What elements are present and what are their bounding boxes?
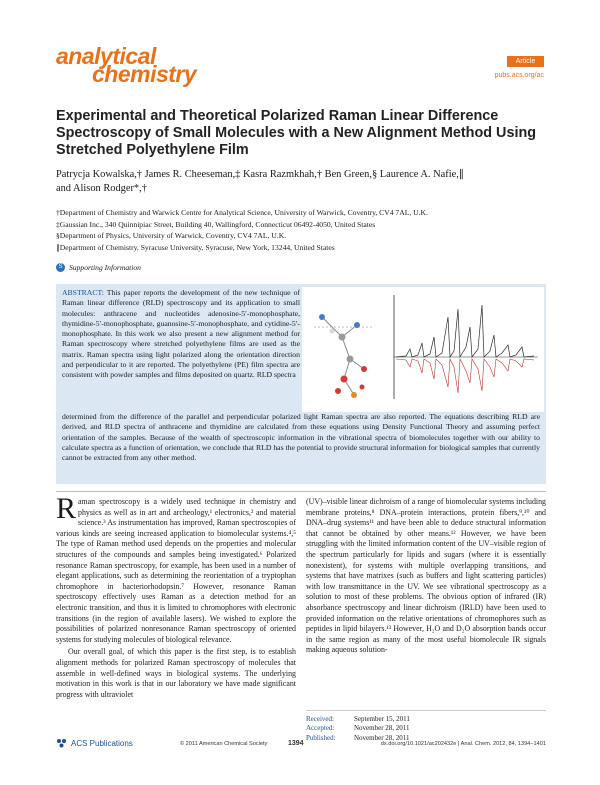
date-label: Accepted: [306,724,335,733]
journal-logo-line2: chemistry [92,61,197,87]
doi-citation[interactable]: dx.doi.org/10.1021/ac202432e | Anal. Chem. 2012, 84, 1394−1401 [380,741,546,747]
page-number: 1394 [288,740,304,747]
date-label: Published: [306,733,336,742]
body-paragraph-text: aman spectroscopy is a widely used technique in chemistry and physics as well as in art and archeology,¹ electronics,² and material science.³ As instrumentation has improved, Raman spectroscopies of various kinds are seeing increased application to biomolecular systems.⁴,⁵ The type of Raman method used depends on the properties and molecular structures of the compounds and samples being investigated.⁶ Polarized resonance Raman spectroscopy, for example, has been used in a number of elegant applications, such as determining the reorientation of a tryptophan chromophore in bacteriorhodopsin.⁷ However, resonance Raman spectroscopy effectively uses Raman as a detection method for an electronic transition, and thus it is limited to chromophores with electronic transitions (in the region of available lasers). We wished to explore the possibilities of polarized nonresonance Raman spectroscopy of oriented systems for studying molecules of biological relevance. [56,497,296,644]
supporting-info-label: Supporting Information [69,263,141,272]
page-footer [56,735,546,751]
author-line-2: and Alison Rodger*,† [56,183,147,194]
abstract-body-bottom: determined from the difference of the parallel and perpendicular polarized light Raman spectra are also reported. The equations describing RLD are derived, and RLD spectra of anthracene and thymidine are calculated from these equations using Density Functional Theory and assuming perfect orientation of the samples. Because of the wealth of spectroscopic information in the vibrational spectra of biomolecules together with our ability to calculate spectra as a function of orientation, we conclude that RLD has the potential to provide structural information for biological samples that currently cannot be extracted from any other method. [62,412,540,463]
article-type-badge: Article [507,56,544,67]
date-received [306,715,546,724]
date-value: November 28, 2011 [354,733,410,742]
date-label: Received: [306,715,334,723]
abstract-body-top: This paper reports the development of the new technique of Raman linear difference (RLD) spectroscopy and its application to small molecules: anthracene and nucleotides adenosine-5′-monophosphate, thymidine-5′-monophosphate, guanosine-5′-monophosphate, and cytidine-5′-monophosphate. In this work we also present a new alignment method for Raman spectroscopy where stretched polyethylene films are used as the matrix. Raman spectra using light polarized along the orientation direction and perpendicular to it are reported. The polyethylene (PE) film spectra are consistent with powder samples and films deposited on quartz. RLD spectra [62,288,300,380]
body-paragraph: Our overall goal, of which this paper is the first step, is to establish alignment methods for polarized Raman spectroscopy of molecules that assemble in well-defined ways in biological systems. The underlying motivation in this work is that in our laboratory we have made significant progress with ultraviolet [56,647,296,699]
supporting-info-icon: S [56,263,65,272]
affiliation-item: ∥Department of Chemistry, Syracuse University, Syracuse, New York, 13244, United States [56,242,335,252]
supporting-info-link[interactable] [56,263,141,272]
journal-logo[interactable] [56,43,226,87]
acs-icon [56,738,68,748]
date-accepted [306,724,546,733]
affiliation-item: †Department of Chemistry and Warwick Centre for Analytical Science, University of Warwick, Coventry, CV4 7AL, U.K. [56,208,428,217]
publisher-logo[interactable] [56,738,133,748]
publisher-name: ACS Publications [71,738,133,748]
section-divider [56,491,546,492]
abstract-text-top [62,288,300,381]
body-column-left [56,492,296,700]
author-list [56,168,556,196]
journal-url-link[interactable]: pubs.acs.org/ac [494,72,544,79]
body-paragraph [56,492,296,645]
affiliation-list [56,207,556,253]
date-value: November 28, 2011 [354,724,410,733]
date-value: September 15, 2011 [354,715,410,723]
body-paragraph: (UV)–visible linear dichroism of a range of biomolecular systems including membrane proteins,⁸ DNA–protein interactions, protein fibers,⁹,¹⁰ and DNA–drug systems¹¹ and have been able to deduce structural information that cannot be obtained by other means.¹² However, we have been struggling with the limited information content of the UV–visible region of the spectrum particularly for lipids and sugars (where it is essentially nonexistent), for systems with multiple overlapping transitions, and systems that have matrixes (such as buffers and light scattering particles) with low transmittance in the UV. We see vibrational spectroscopy as a solution to most of these problems. The obvious option of infrared (IR) absorbance spectroscopy and linear dichroism (IRLD) have been used to provided information on the relative orientations of chromophores such as peptides in lipid bilayers.¹³ However, H₂O and D₂O absorption bands occur in the same region as many of the most useful biomolecule IR signals making aqueous solution- [306,497,546,655]
dropcap: R [56,492,77,525]
article-title: Experimental and Theoretical Polarized Raman Linear Difference Spectroscopy of Small Molecules with a New Alignment Method Using Stretched Polyethylene Film [56,108,537,158]
affiliation-item: ‡Gaussian Inc., 340 Quinnipiac Street, Building 40, Wallingford, Connecticut 06492-4050, United States [56,219,376,229]
body-column-right [306,497,546,656]
toc-graphic [302,287,544,412]
copyright-notice: © 2011 American Chemical Society [180,741,268,747]
author-line-1: Patrycja Kowalska,† James R. Cheeseman,‡ Kasra Razmkhah,† Ben Green,§ Laurence A. Nafie,∥ [56,169,464,180]
affiliation-item: §Department of Physics, University of Warwick, Coventry, CV4 7AL, U.K. [56,231,287,240]
journal-logo-line1: analytical [56,43,156,69]
abstract-label: ABSTRACT: [62,288,104,297]
